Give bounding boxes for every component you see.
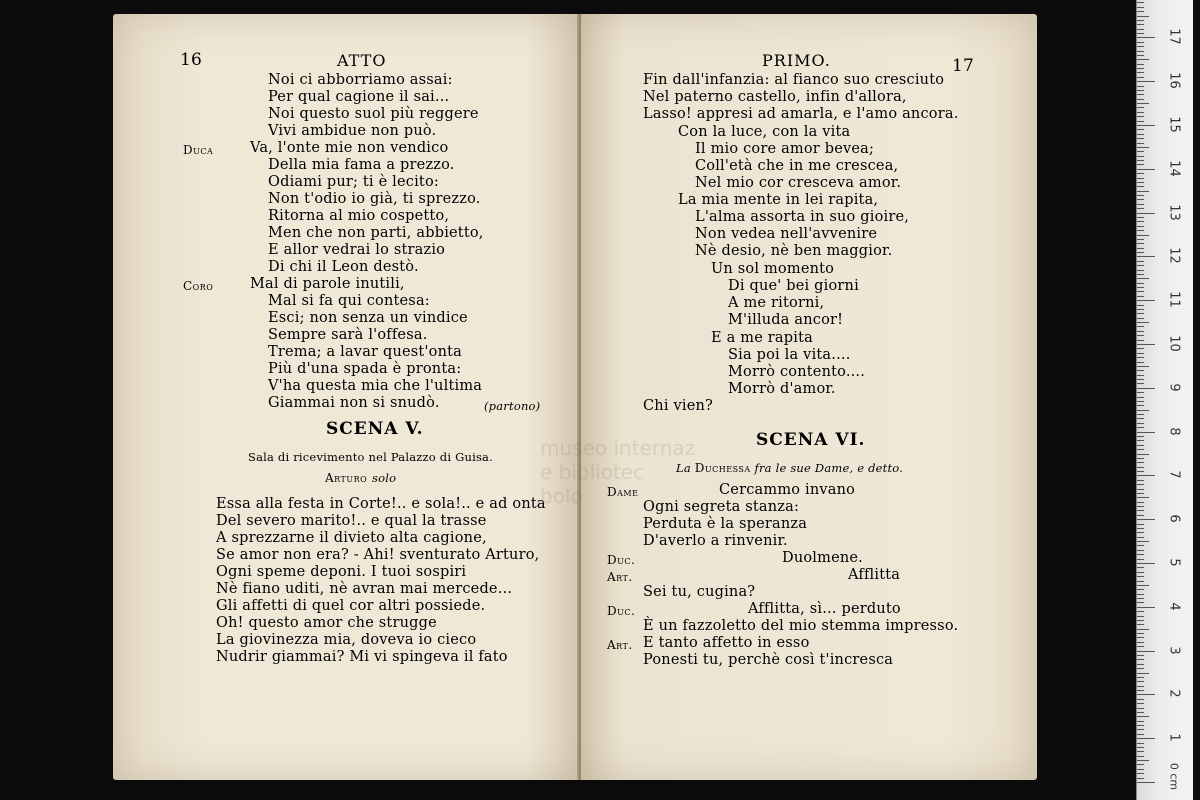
ruler-tick [1137,182,1144,183]
ruler-tick [1137,353,1144,354]
ruler-number: 5 [1166,558,1182,567]
scene-setting-la: La [676,461,691,475]
ruler-tick [1137,2,1144,3]
ruler-tick [1137,16,1149,17]
prose-line: Del severo marito!.. e qual la trasse [216,513,487,529]
ruler-tick [1137,103,1149,104]
verse-line: Duolmene. [782,550,863,566]
ruler-tick [1137,309,1144,310]
ruler-number: 8 [1166,426,1182,436]
speaker-dame: Dame [607,485,639,499]
ruler-tick [1137,366,1149,367]
ruler-tick [1137,37,1155,38]
ruler-number: 13 [1166,203,1182,221]
ruler-tick [1137,651,1155,652]
ruler-tick [1137,375,1144,376]
ruler-tick [1137,598,1144,599]
verse-line: Della mia fama a prezzo. [268,157,455,173]
speaker-art: Art. [607,638,633,652]
ruler-tick [1137,256,1155,257]
ruler-tick [1137,55,1144,56]
page-number-left: 16 [180,50,203,70]
stage-direction: (partono) [484,399,541,413]
arturo-solo: solo [372,471,397,485]
ruler-tick [1137,116,1144,117]
verse-line: Nè desio, nè ben maggior. [695,243,893,259]
ruler-number: 14 [1166,160,1182,177]
ruler-number: 12 [1166,247,1182,265]
ruler-tick [1137,445,1144,446]
ruler-tick [1137,213,1155,214]
ruler-number: 17 [1166,28,1182,46]
ruler-tick [1137,712,1144,713]
ruler-tick [1137,637,1144,638]
ruler-tick [1137,725,1144,726]
ruler-tick [1137,475,1155,476]
prose-line: Ogni speme deponi. I tuoi sospiri [216,564,467,580]
ruler-number: 9 [1166,383,1182,392]
measurement-ruler [1136,0,1193,800]
ruler-tick [1137,541,1149,542]
ruler-tick [1137,734,1144,735]
ruler-tick [1137,778,1144,779]
ruler-tick [1137,362,1144,363]
verse-line: Morrò d'amor. [728,381,836,397]
verse-line: Sia poi la vita.... [728,347,851,363]
ruler-tick [1137,594,1144,595]
ruler-tick [1137,243,1144,244]
prose-line: Se amor non era? - Ahi! sventurato Arturo, [216,547,540,563]
ruler-tick [1137,458,1144,459]
arturo-heading [325,470,396,487]
verse-line: Va, l'onte mie non vendico [250,140,449,156]
ruler-tick [1137,510,1144,511]
verse-line: L'alma assorta in suo gioire, [695,209,910,225]
scene-setting-right [676,460,903,477]
ruler-tick [1137,20,1144,21]
ruler-tick [1137,178,1144,179]
ruler-tick [1137,764,1144,765]
ruler-tick [1137,537,1144,538]
ruler-number: 4 [1166,602,1182,611]
ruler-tick [1137,300,1155,301]
ruler-tick [1137,681,1144,682]
ruler-number: 6 [1166,514,1182,523]
verse-line: Lasso! appresi ad amarla, e l'amo ancora. [643,106,959,122]
ruler-tick [1137,633,1144,634]
ruler-tick [1137,169,1155,170]
verse-line: Afflitta, sì... perduto [748,601,901,617]
ruler-tick [1137,278,1149,279]
prose-line: Oh! questo amor che strugge [216,615,437,631]
ruler-tick [1137,81,1155,82]
verse-line: Trema; a lavar quest'onta [268,344,462,360]
ruler-tick [1137,318,1144,319]
running-header-left: ATTO [337,51,387,70]
prose-line: Gli affetti di quel cor altri possiede. [216,598,486,614]
ruler-tick [1137,471,1144,472]
watermark-line: bolo [540,484,583,508]
ruler-tick [1137,64,1144,65]
ruler-tick [1137,151,1144,152]
ruler-number: 3 [1166,645,1182,655]
speaker-art: Art. [607,570,633,584]
ruler-tick [1137,217,1144,218]
ruler-tick [1137,602,1144,603]
scene-title-vi: SCENA VI. [756,430,866,450]
ruler-tick [1137,747,1144,748]
verse-line: Mal si fa qui contesa: [268,293,430,309]
ruler-tick [1137,401,1144,402]
verse-line: Perduta è la speranza [643,516,808,532]
ruler-tick [1137,383,1144,384]
ruler-tick [1137,11,1144,12]
prose-line: Nè fiano uditi, nè avran mai mercede... [216,581,513,597]
ruler-tick [1137,449,1144,450]
ruler-tick [1137,340,1144,341]
ruler-tick [1137,738,1155,739]
verse-line: Odiami pur; ti è lecito: [268,174,439,190]
ruler-tick [1137,138,1144,139]
ruler-tick [1137,230,1144,231]
ruler-tick [1137,414,1144,415]
ruler-tick [1137,462,1144,463]
verse-line: Ogni segreta stanza: [643,499,800,515]
ruler-number: 11 [1166,291,1182,308]
ruler-tick [1137,134,1144,135]
ruler-tick [1137,673,1149,674]
ruler-tick [1137,418,1144,419]
ruler-tick [1137,664,1144,665]
ruler-tick [1137,484,1144,485]
ruler-tick [1137,427,1144,428]
verse-line: E allor vedrai lo strazio [268,242,446,258]
prose-line: Essa alla festa in Corte!.. e sola!.. e ad onta [216,496,546,512]
ruler-tick [1137,497,1149,498]
scene-setting: Sala di ricevimento nel Palazzo di Guisa. [248,450,493,464]
ruler-tick [1137,51,1144,52]
ruler-tick [1137,589,1144,590]
ruler-tick [1137,173,1144,174]
ruler-tick [1137,186,1144,187]
ruler-tick [1137,756,1144,757]
ruler-tick [1137,519,1155,520]
verse-line: V'ha questa mia che l'ultima [268,378,483,394]
ruler-number: 10 [1166,335,1182,352]
verse-line: Vivi ambidue non può. [268,123,437,139]
ruler-tick [1137,239,1144,240]
ruler-tick [1137,655,1144,656]
verse-line: Sei tu, cugina? [643,584,756,600]
ruler-tick [1137,72,1144,73]
ruler-tick [1137,33,1144,34]
watermark-line: e bibliotec [540,460,645,484]
ruler-number: 2 [1166,689,1182,699]
ruler-tick [1137,379,1144,380]
verse-line: Giammai non si snudò. [268,395,440,411]
scene-setting-rest: fra le sue Dame, e detto. [754,461,904,475]
ruler-tick [1137,59,1149,60]
ruler-tick [1137,370,1144,371]
verse-line: Nel mio cor cresceva amor. [695,175,902,191]
ruler-tick [1137,331,1144,332]
ruler-tick [1137,388,1155,389]
ruler-tick [1137,322,1149,323]
ruler-tick [1137,392,1144,393]
ruler-tick [1137,195,1144,196]
speaker-duc: Duc. [607,553,636,567]
ruler-tick [1137,773,1144,774]
scene-title-v: SCENA V. [326,419,424,439]
ruler-tick [1137,668,1144,669]
speaker-coro: Coro [183,279,214,293]
ruler-tick [1137,585,1149,586]
ruler-tick [1137,629,1149,630]
verse-line: E tanto affetto in esso [643,635,810,651]
verse-line: È un fazzoletto del mio stemma impresso. [643,618,959,634]
ruler-tick [1137,440,1144,441]
ruler-tick [1137,559,1144,560]
ruler-tick [1137,545,1144,546]
ruler-tick [1137,24,1144,25]
ruler-tick [1137,694,1155,695]
ruler-tick [1137,703,1144,704]
ruler-tick [1137,611,1144,612]
ruler-tick [1137,7,1144,8]
ruler-tick [1137,782,1155,783]
ruler-tick [1137,164,1144,165]
ruler-tick [1137,357,1144,358]
ruler-tick [1137,506,1144,507]
verse-line: La mia mente in lei rapita, [678,192,879,208]
ruler-tick [1137,296,1144,297]
ruler-tick [1137,283,1144,284]
ruler-tick [1137,265,1144,266]
ruler-tick [1137,147,1149,148]
verse-line: M'illuda ancor! [728,312,844,328]
ruler-tick [1137,291,1144,292]
ruler-tick [1137,160,1144,161]
verse-line: Coll'età che in me crescea, [695,158,899,174]
ruler-tick [1137,86,1144,87]
ruler-number: 15 [1166,116,1182,133]
verse-line: Non vedea nell'avvenire [695,226,878,242]
verse-line: Mal di parole inutili, [250,276,405,292]
ruler-number: 7 [1166,470,1182,480]
ruler-tick [1137,235,1149,236]
ruler-tick [1137,646,1144,647]
ruler-tick [1137,143,1144,144]
verse-line: Ritorna al mio cospetto, [268,208,450,224]
ruler-tick [1137,77,1144,78]
ruler-tick [1137,524,1144,525]
verse-line: Esci; non senza un vindice [268,310,468,326]
ruler-tick [1137,204,1144,205]
ruler-tick [1137,572,1144,573]
verse-line: Ponesti tu, perchè così t'incresca [643,652,894,668]
ruler-tick [1137,313,1144,314]
ruler-tick [1137,274,1144,275]
ruler-tick [1137,642,1144,643]
ruler-tick [1137,94,1144,95]
verse-line: Con la luce, con la vita [678,124,851,140]
verse-line: D'averlo a rinvenir. [643,533,788,549]
verse-line: Di chi il Leon destò. [268,259,419,275]
prose-line: La giovinezza mia, doveva io cieco [216,632,477,648]
verse-line: Noi questo suol più reggere [268,106,479,122]
ruler-tick [1137,690,1144,691]
ruler-tick [1137,743,1144,744]
ruler-tick [1137,454,1149,455]
ruler-zero-label: 0 cm [1167,762,1181,791]
ruler-tick [1137,515,1144,516]
ruler-tick [1137,769,1144,770]
ruler-tick [1137,467,1144,468]
verse-line: A me ritorni, [728,295,825,311]
ruler-tick [1137,729,1144,730]
watermark-line: museo internaz [540,436,696,460]
ruler-tick [1137,191,1149,192]
ruler-tick [1137,624,1144,625]
ruler-tick [1137,716,1149,717]
ruler-tick [1137,112,1144,113]
scene-setting-duchessa: Duchessa [694,461,751,475]
ruler-tick [1137,226,1144,227]
ruler-number: 1 [1166,733,1182,742]
ruler-tick [1137,708,1144,709]
ruler-tick [1137,90,1144,91]
ruler-tick [1137,348,1144,349]
page-number-right: 17 [952,56,975,76]
ruler-tick [1137,480,1144,481]
ruler-tick [1137,68,1144,69]
ruler-tick [1137,760,1149,761]
ruler-tick [1137,751,1144,752]
verse-line: Afflitta [848,567,901,583]
verse-line: Fin dall'infanzia: al fianco suo cresciuto [643,72,945,88]
ruler-tick [1137,261,1144,262]
ruler-tick [1137,397,1144,398]
ruler-tick [1137,42,1144,43]
ruler-tick [1137,326,1144,327]
ruler-tick [1137,576,1144,577]
ruler-tick [1137,305,1144,306]
ruler-tick [1137,423,1144,424]
ruler-tick [1137,29,1144,30]
ruler-tick [1137,335,1144,336]
ruler-tick [1137,550,1144,551]
ruler-tick [1137,107,1144,108]
ruler-tick [1137,270,1144,271]
ruler-tick [1137,607,1155,608]
ruler-tick [1137,125,1155,126]
ruler-tick [1137,436,1144,437]
ruler-tick [1137,99,1144,100]
verse-line: Nel paterno castello, infin d'allora, [643,89,907,105]
ruler-tick [1137,532,1144,533]
ruler-tick [1137,502,1144,503]
verse-line: Men che non parti, abbietto, [268,225,484,241]
prose-line: A sprezzarne il divieto alta cagione, [216,530,487,546]
ruler-tick [1137,129,1144,130]
verse-line: Sempre sarà l'offesa. [268,327,428,343]
ruler-tick [1137,659,1144,660]
ruler-tick [1137,248,1144,249]
ruler-tick [1137,493,1144,494]
ruler-tick [1137,677,1144,678]
ruler-tick [1137,567,1144,568]
ruler-tick [1137,528,1144,529]
ruler-tick [1137,699,1144,700]
ruler-tick [1137,432,1155,433]
ruler-tick [1137,563,1155,564]
ruler-tick [1137,721,1144,722]
verse-line: Chi vien? [643,398,714,414]
ruler-tick [1137,554,1144,555]
ruler-tick [1137,287,1144,288]
ruler-tick [1137,46,1144,47]
ruler-tick [1137,208,1144,209]
ruler-tick [1137,344,1155,345]
speaker-duc: Duc. [607,604,636,618]
ruler-tick [1137,199,1144,200]
ruler-number: 16 [1166,72,1182,89]
arturo-name: Arturo [325,471,368,485]
speaker-duca: Duca [183,143,214,157]
verse-line: E a me rapita [711,330,813,346]
ruler-tick [1137,221,1144,222]
verse-line: Il mio core amor bevea; [695,141,875,157]
ruler-tick [1137,410,1149,411]
verse-line: Non t'odio io già, ti sprezzo. [268,191,481,207]
ruler-tick [1137,581,1144,582]
ruler-tick [1137,121,1144,122]
ruler-tick [1137,156,1144,157]
ruler-tick [1137,252,1144,253]
running-header-right: PRIMO. [762,51,831,70]
ruler-tick [1137,686,1144,687]
verse-line: Per qual cagione il sai... [268,89,450,105]
verse-line: Cercammo invano [719,482,856,498]
ruler-tick [1137,620,1144,621]
verse-line: Un sol momento [711,261,835,277]
verse-line: Di que' bei giorni [728,278,859,294]
ruler-tick [1137,405,1144,406]
prose-line: Nudrir giammai? Mi vi spingeva il fato [216,649,508,665]
ruler-tick [1137,616,1144,617]
ruler-tick [1137,489,1144,490]
verse-line: Più d'una spada è pronta: [268,361,462,377]
verse-line: Morrò contento.... [728,364,866,380]
verse-line: Noi ci abborriamo assai: [268,72,453,88]
